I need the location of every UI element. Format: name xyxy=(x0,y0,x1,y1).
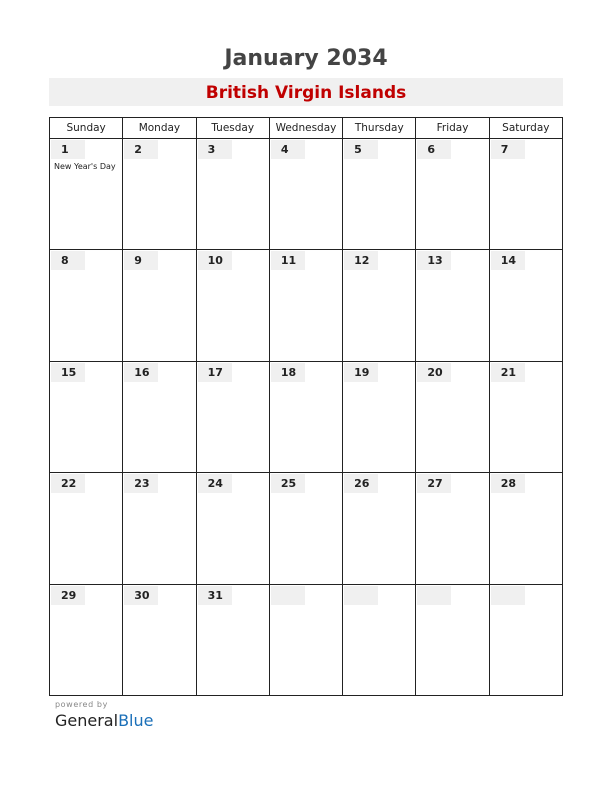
weekday-saturday: Saturday xyxy=(489,118,562,138)
day-number xyxy=(417,586,451,605)
day-number: 13 xyxy=(417,251,451,270)
day-number: 6 xyxy=(417,140,451,159)
page-title: January 2034 xyxy=(224,46,388,71)
week-row xyxy=(50,250,562,361)
day-number: 7 xyxy=(491,140,525,159)
day-number: 25 xyxy=(271,474,305,493)
day-number: 3 xyxy=(198,140,232,159)
day-number: 19 xyxy=(344,363,378,382)
day-number: 24 xyxy=(198,474,232,493)
weekday-friday: Friday xyxy=(415,118,488,138)
day-number: 9 xyxy=(124,251,158,270)
day-cell[interactable] xyxy=(269,250,342,360)
day-number: 27 xyxy=(417,474,451,493)
day-number xyxy=(491,586,525,605)
day-cell[interactable] xyxy=(342,473,415,583)
day-number: 16 xyxy=(124,363,158,382)
day-cell[interactable] xyxy=(122,473,195,583)
day-cell[interactable] xyxy=(50,250,122,360)
day-cell[interactable] xyxy=(415,250,488,360)
day-cell[interactable] xyxy=(196,139,269,249)
generalblue-logo[interactable] xyxy=(55,711,153,730)
day-number: 12 xyxy=(344,251,378,270)
day-number: 21 xyxy=(491,363,525,382)
day-number xyxy=(344,586,378,605)
day-number: 18 xyxy=(271,363,305,382)
week-row xyxy=(50,362,562,473)
day-cell[interactable] xyxy=(196,362,269,472)
weekday-header-row xyxy=(50,118,562,139)
day-number: 2 xyxy=(124,140,158,159)
weekday-thursday: Thursday xyxy=(342,118,415,138)
day-number: 23 xyxy=(124,474,158,493)
day-cell[interactable] xyxy=(342,250,415,360)
day-cell[interactable] xyxy=(122,585,195,696)
day-cell[interactable] xyxy=(489,250,562,360)
country-banner xyxy=(49,78,563,106)
day-cell[interactable] xyxy=(489,362,562,472)
day-number: 1 xyxy=(51,140,85,159)
day-cell[interactable] xyxy=(122,362,195,472)
day-cell[interactable] xyxy=(196,585,269,696)
brand-blue: Blue xyxy=(118,711,154,730)
day-cell[interactable] xyxy=(415,362,488,472)
week-row xyxy=(50,139,562,250)
day-number: 20 xyxy=(417,363,451,382)
day-cell[interactable] xyxy=(50,585,122,696)
day-number: 8 xyxy=(51,251,85,270)
day-cell[interactable] xyxy=(415,139,488,249)
day-cell[interactable] xyxy=(415,473,488,583)
day-cell[interactable] xyxy=(489,585,562,696)
holiday-label: New Year's Day xyxy=(54,162,116,171)
day-number: 11 xyxy=(271,251,305,270)
day-cell[interactable] xyxy=(342,139,415,249)
day-cell[interactable] xyxy=(50,473,122,583)
brand-general: General xyxy=(55,711,119,730)
day-cell[interactable] xyxy=(50,139,122,249)
weekday-tuesday: Tuesday xyxy=(196,118,269,138)
day-number: 29 xyxy=(51,586,85,605)
day-number: 30 xyxy=(124,586,158,605)
day-cell[interactable] xyxy=(122,250,195,360)
day-cell[interactable] xyxy=(269,362,342,472)
day-cell[interactable] xyxy=(489,139,562,249)
day-number: 5 xyxy=(344,140,378,159)
day-cell[interactable] xyxy=(196,250,269,360)
day-number: 14 xyxy=(491,251,525,270)
day-number: 31 xyxy=(198,586,232,605)
calendar-grid xyxy=(49,117,563,696)
weekday-sunday: Sunday xyxy=(66,122,106,134)
footer xyxy=(55,700,153,730)
week-row xyxy=(50,473,562,584)
day-number: 4 xyxy=(271,140,305,159)
day-cell[interactable] xyxy=(415,585,488,696)
day-number xyxy=(271,586,305,605)
day-cell[interactable] xyxy=(269,139,342,249)
day-cell[interactable] xyxy=(50,362,122,472)
day-number: 22 xyxy=(51,474,85,493)
day-number: 28 xyxy=(491,474,525,493)
day-cell[interactable] xyxy=(342,585,415,696)
day-number: 17 xyxy=(198,363,232,382)
day-number: 10 xyxy=(198,251,232,270)
powered-by-text: powered by xyxy=(55,700,108,709)
day-number: 15 xyxy=(51,363,85,382)
country-name: British Virgin Islands xyxy=(205,83,407,103)
day-cell[interactable] xyxy=(269,585,342,696)
weekday-monday: Monday xyxy=(122,118,195,138)
weekday-wednesday: Wednesday xyxy=(269,118,342,138)
day-cell[interactable] xyxy=(122,139,195,249)
day-cell[interactable] xyxy=(342,362,415,472)
day-cell[interactable] xyxy=(489,473,562,583)
day-number: 26 xyxy=(344,474,378,493)
day-cell[interactable] xyxy=(196,473,269,583)
day-cell[interactable] xyxy=(269,473,342,583)
week-row xyxy=(50,585,562,696)
